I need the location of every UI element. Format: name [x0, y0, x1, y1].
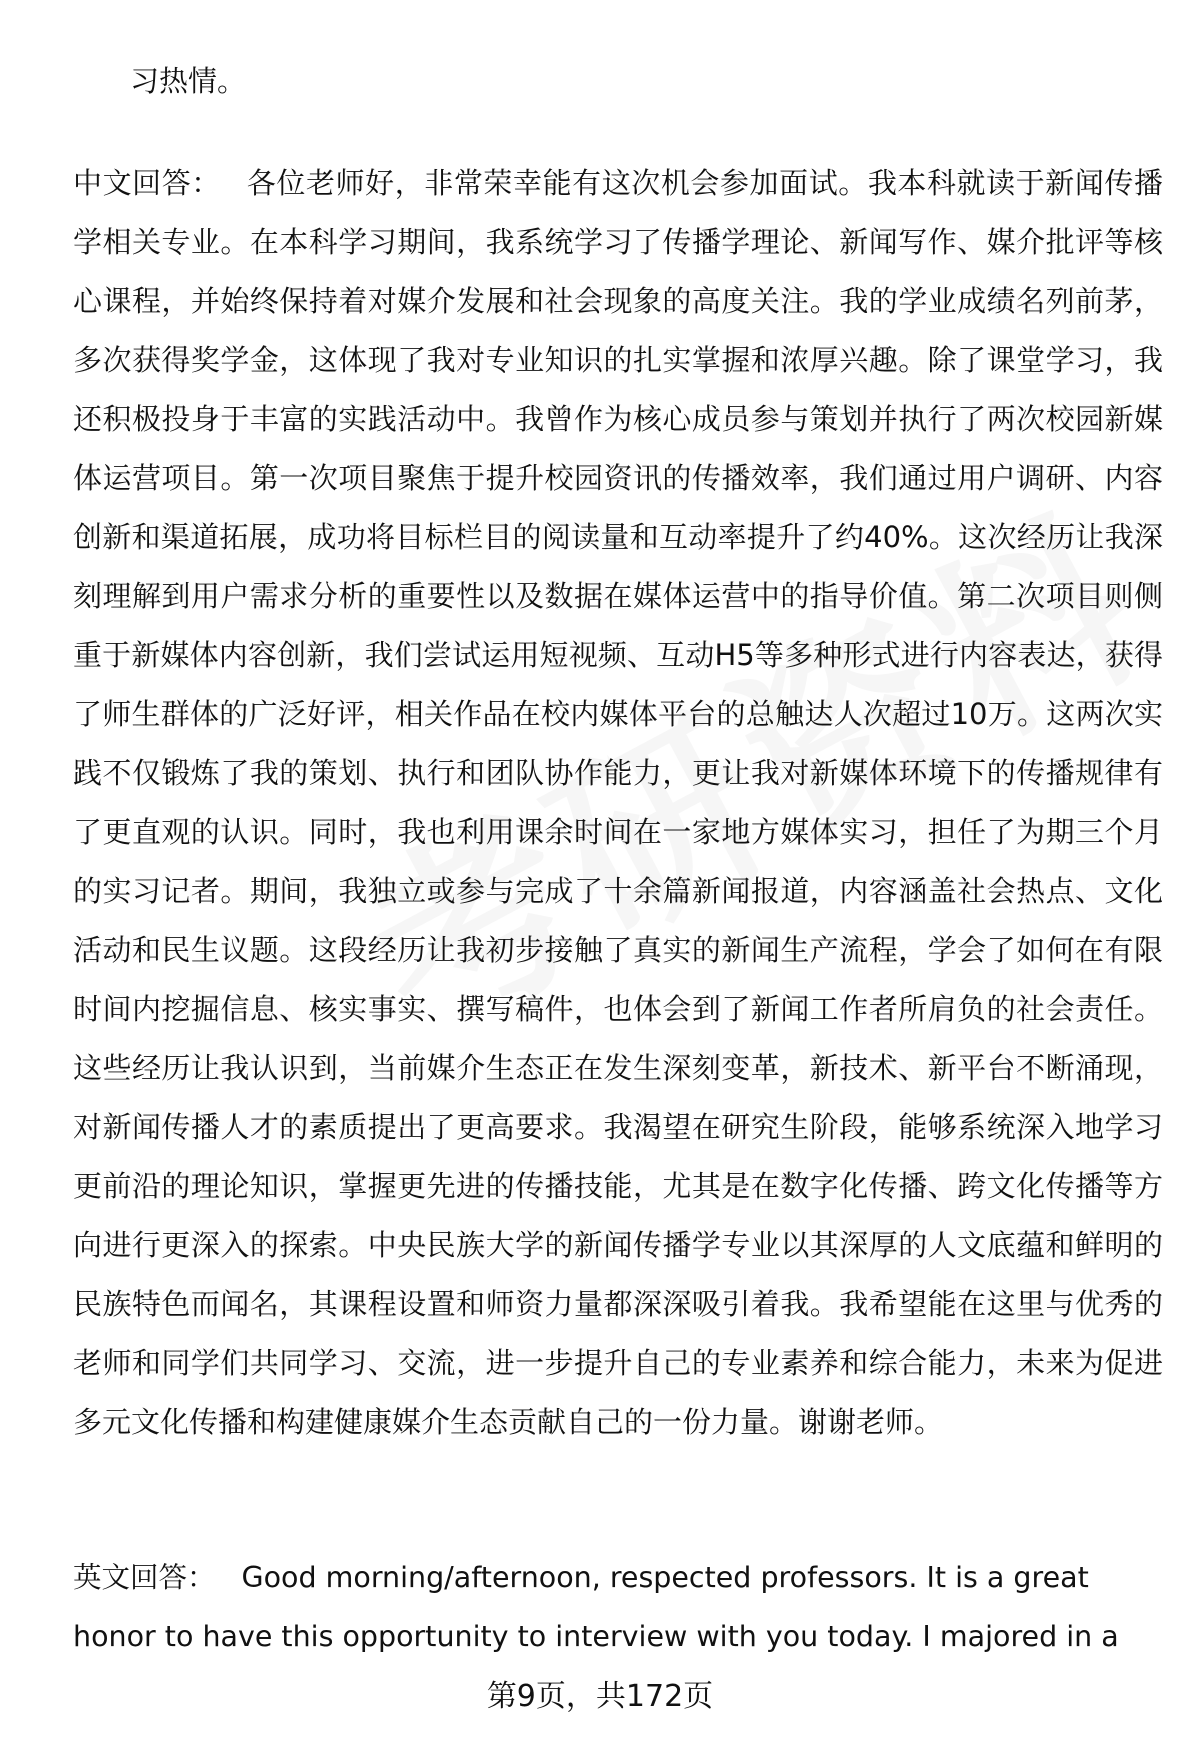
continuation-text: 习热情。 [130, 64, 247, 98]
english-answer-label: 英文回答： [73, 1561, 216, 1594]
chinese-answer-label: 中文回答： [73, 166, 221, 200]
chinese-answer-text: 各位老师好，非常荣幸能有这次机会参加面试。我本科就读于新闻传播学相关专业。在本科学习期间，我系统学习了传播学理论、新闻写作、媒介批评等核心课程，并始终保持着对媒介发展和社会现象的高度关注。我的学业成绩名列前茅，多次获得奖学金，这体现了我对专业知识的扎实掌握和浓厚兴趣。除了课堂学习，我还积极投身于丰富的实践活动中。我曾作为核心成员参与策划并执行了两次校园新媒体运营项目。第一次项目聚焦于提升校园资讯的传播效率，我们通过用户调研、内容创新和渠道拓展，成功将目标栏目的阅读量和互动率提升了约40%。这次经历让我深刻理解到用户需求分析的重要性以及数据在媒体运营中的指导价值。第二次项目则侧重于新媒体内容创新，我们尝试运用短视频、互动H5等多种形式进行内容表达，获得了师生群体的广泛好评，相关作品在校内媒体平台的总触达人次超过10万。这两次实践不仅锻炼了我的策划、执行和团队协作能力，更让我对新媒体环境下的传播规律有了更直观的认识。同时，我也利用课余时间在一家地方媒体实习，担任了为期三个月的实习记者。期间，我独立或参与完成了十余篇新闻报道，内容涵盖社会热点、文化活动和民生议题。这段经历让我初步接触了真实的新闻生产流程，学会了如何在有限时间内挖掘信息、核实事实、撰写稿件，也体会到了新闻工作者所肩负的社会责任。这些经历让我认识到，当前媒介生态正在发生深刻变革，新技术、新平台不断涌现，对新闻传播人才的素质提出了更高要求。我渴望在研究生阶段，能够系统深入地学习更前沿的理论知识，掌握更先进的传播技能，尤其是在数字化传播、跨文化传播等方向进行更深入的探索。中央民族大学的新闻传播学专业以其深厚的人文底蕴和鲜明的民族特色而闻名，其课程设置和师资力量都深深吸引着我。我希望能在这里与优秀的老师和同学们共同学习、交流，进一步提升自己的专业素养和综合能力，未来为促进多元文化传播和构建健康媒介生态贡献自己的一份力量。谢谢老师。 [73, 166, 1163, 1439]
english-answer-paragraph [73, 1548, 1133, 1666]
english-answer-text: Good morning/afternoon, respected professors. It is a great honor to have this opportunity to interview with you today. I majored in a [73, 1561, 1119, 1653]
page-number: 第9页，共172页 [486, 1679, 714, 1714]
chinese-answer-paragraph [73, 154, 1163, 1452]
